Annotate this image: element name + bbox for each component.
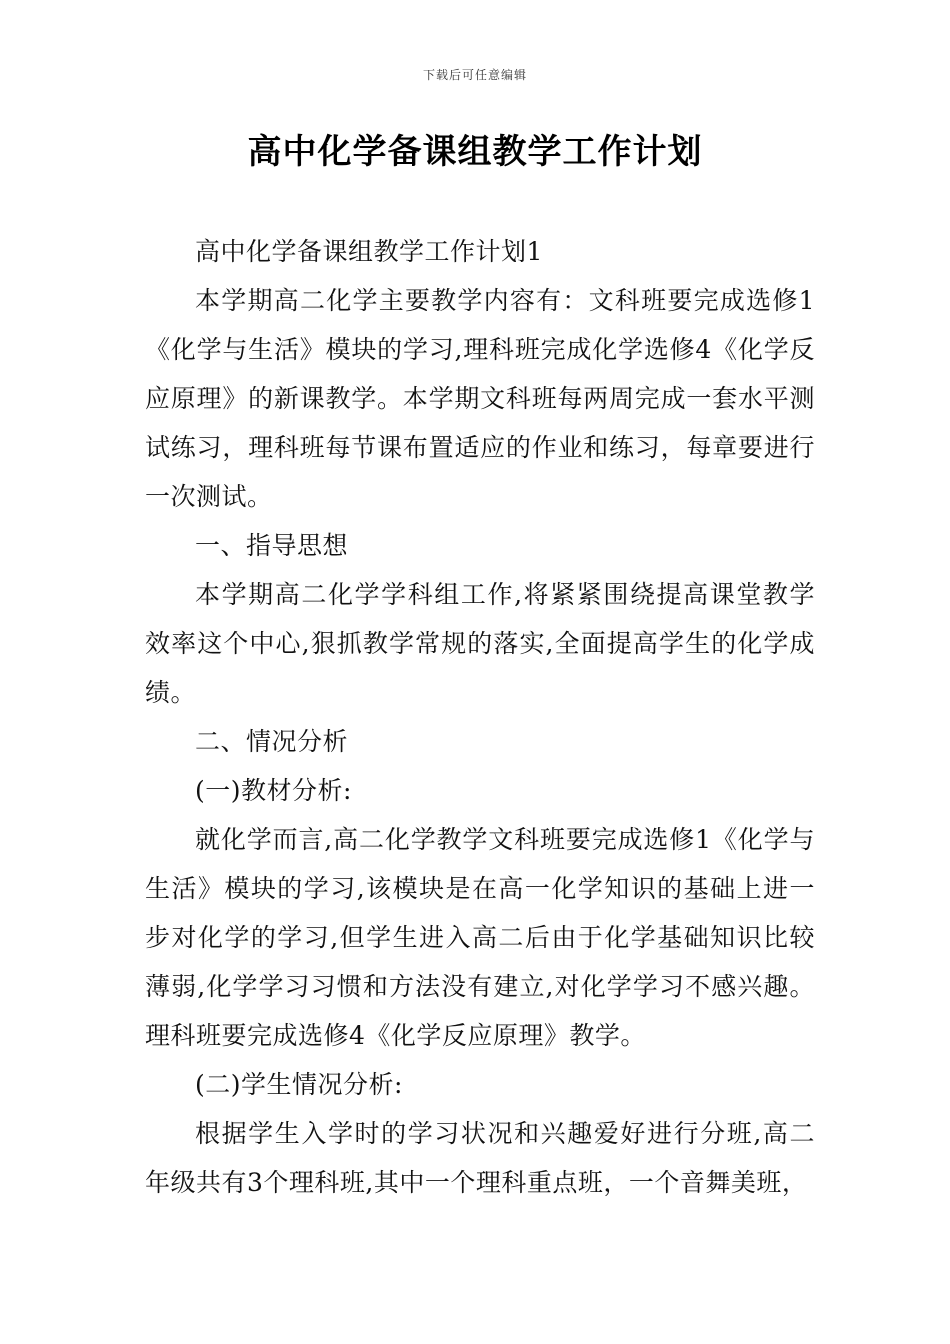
subtitle-paragraph: 高中化学备课组教学工作计划1: [195, 237, 543, 266]
student-analysis-paragraph: 根据学生入学时的学习状况和兴趣爱好进行分班,高二年级共有3个理科班,其中一个理科重点班，一个音舞美班，: [145, 1119, 815, 1197]
intro-paragraph: 本学期高二化学主要教学内容有：文科班要完成选修1《化学与生活》模块的学习,理科班完成化学选修4《化学反应原理》的新课教学。本学期文科班每两周完成一套水平测试练习，理科班每节课布置适应的作业和练习，每章要进行一次测试。: [145, 286, 815, 511]
section-heading-guiding-ideology: 一、指导思想: [195, 531, 349, 560]
header-note: 下载后可任意编辑: [422, 68, 527, 82]
textbook-analysis-paragraph: 就化学而言,高二化学教学文科班要完成选修1《化学与生活》模块的学习,该模块是在高一化学知识的基础上进一步对化学的学习,但学生进入高二后由于化学基础知识比较薄弱,化学学习习惯和方法没有建立,对化学学习不感兴趣。理科班要完成选修4《化学反应原理》教学。: [145, 825, 815, 1050]
document-title: 高中化学备课组教学工作计划: [247, 132, 703, 172]
section-heading-situation-analysis: 二、情况分析: [195, 727, 349, 756]
guiding-ideology-paragraph: 本学期高二化学学科组工作,将紧紧围绕提高课堂教学效率这个中心,狠抓教学常规的落实,全面提高学生的化学成绩。: [145, 580, 815, 707]
subheading-student-analysis: (二)学生情况分析:: [195, 1070, 403, 1099]
subheading-textbook-analysis: (一)教材分析:: [195, 776, 352, 805]
document-body: [145, 227, 815, 1207]
